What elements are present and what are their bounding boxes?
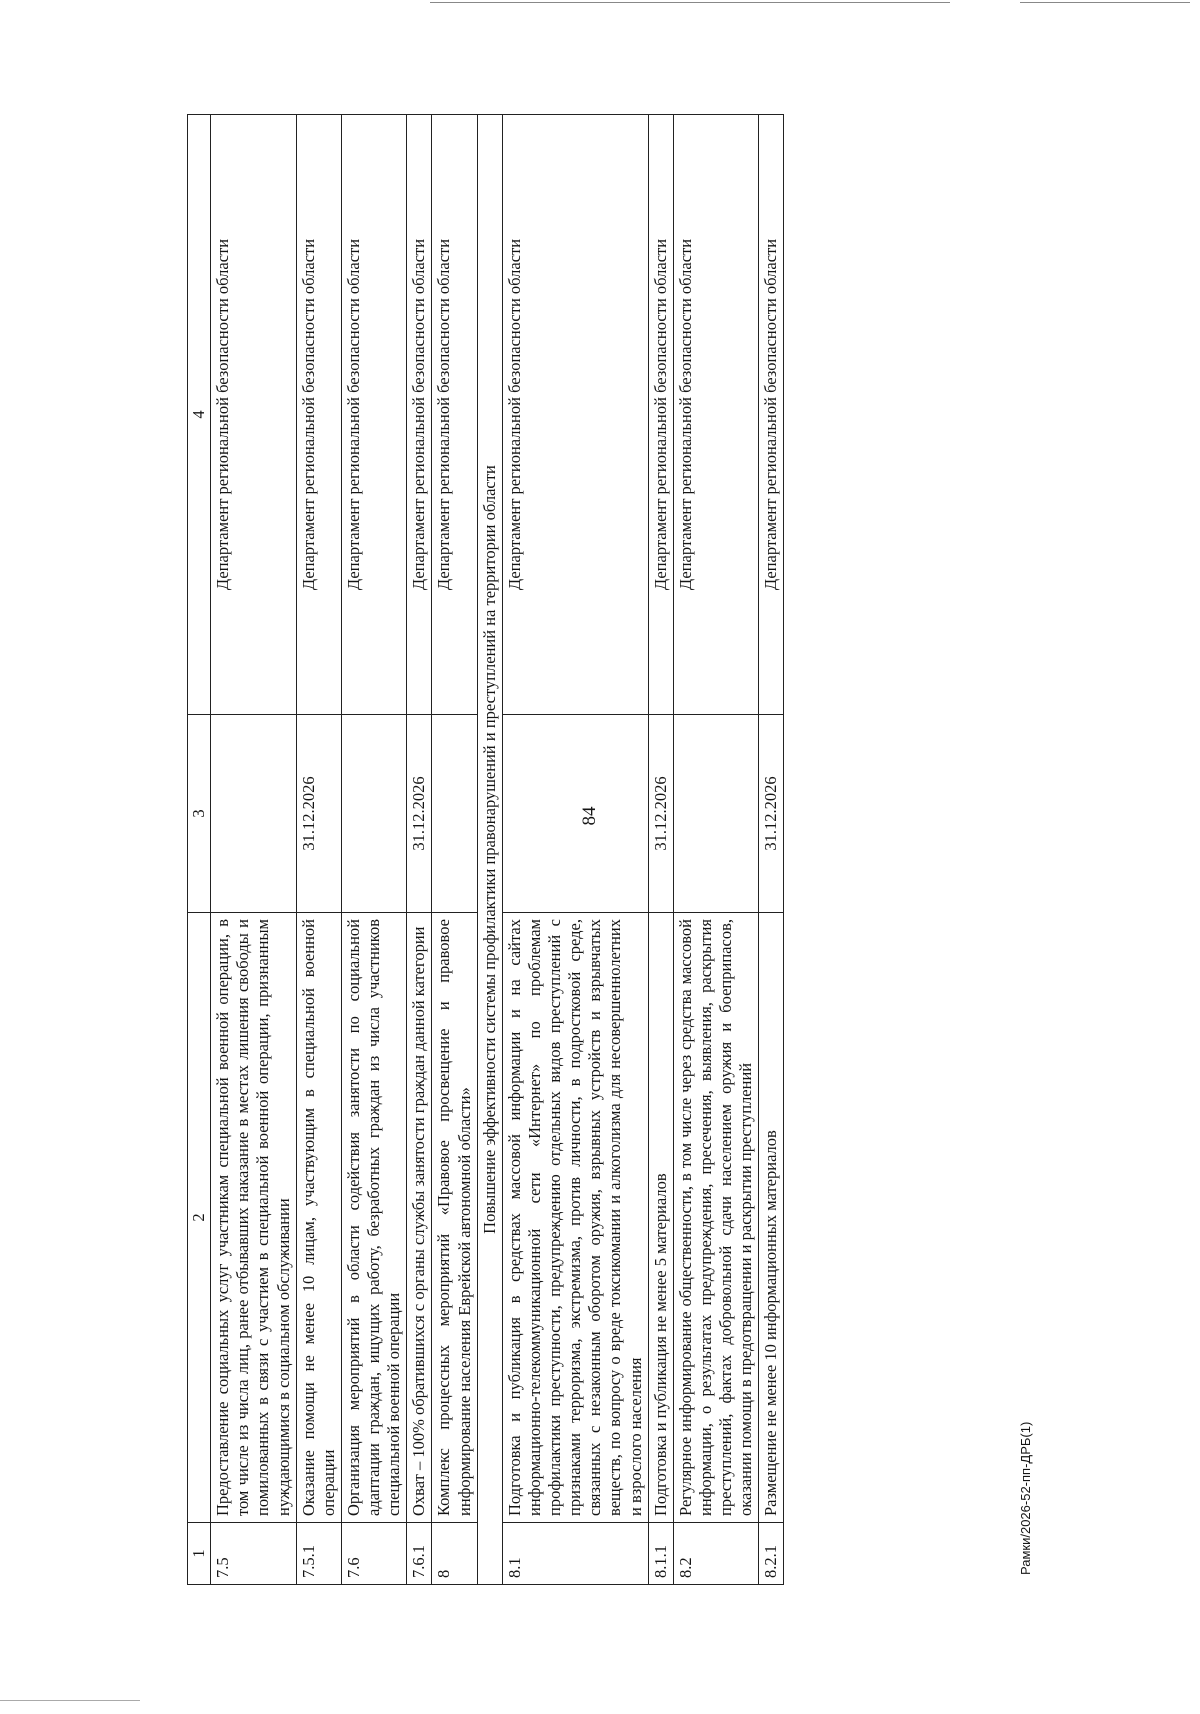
item-deadline bbox=[502, 715, 648, 913]
table-row bbox=[759, 115, 784, 1585]
item-description: Подготовка и публикация в средствах массовой информации и на сайтах информационно-телекоммуникационной сети «Интернет» по проблемам профилактики преступности, предупреждению отдельных видов преступлений с признаками терроризма, экстремизма, против личности, в подростковой среде, связанных с незаконным оборотом оружия, взрывных устройств и взрывчатых веществ, по вопросу о вреде токсикомании и алкоголизма для несовершеннолетних и взрослого населения bbox=[502, 913, 648, 1523]
rotated-table-wrapper bbox=[187, 115, 1087, 1585]
item-number: 8.2.1 bbox=[759, 1523, 784, 1585]
item-responsible: Департамент региональной безопасности области bbox=[673, 115, 759, 715]
table-row bbox=[673, 115, 759, 1585]
header-cell-4: 4 bbox=[188, 115, 211, 715]
item-number: 8.1.1 bbox=[648, 1523, 673, 1585]
page-number: 84 bbox=[579, 806, 600, 826]
table-row bbox=[407, 115, 432, 1585]
item-responsible: Департамент региональной безопасности области bbox=[502, 115, 648, 715]
item-deadline bbox=[432, 715, 477, 913]
item-description: Размещение не менее 10 информационных материалов bbox=[759, 913, 784, 1523]
table-row bbox=[648, 115, 673, 1585]
header-cell-3: 3 bbox=[188, 715, 211, 913]
footer-document-code: Рамки/2026-52-пп-ДРБ(1) bbox=[1018, 1421, 1033, 1575]
plan-table bbox=[187, 114, 784, 1585]
item-deadline: 31.12.2026 bbox=[648, 715, 673, 913]
item-responsible: Департамент региональной безопасности области bbox=[759, 115, 784, 715]
table-row bbox=[432, 115, 477, 1585]
table-row bbox=[211, 115, 297, 1585]
item-deadline: 31.12.2026 bbox=[296, 715, 341, 913]
item-description: Подготовка и публикация не менее 5 материалов bbox=[648, 913, 673, 1523]
section-heading: Повышение эффективности системы профилактики правонарушений и преступлений на территории области bbox=[477, 115, 502, 1585]
table-header-row bbox=[188, 115, 211, 1585]
item-deadline bbox=[673, 715, 759, 913]
item-description: Комплекс процессных мероприятий «Правовое просвещение и правовое информирование населения Еврейской автономной области» bbox=[432, 913, 477, 1523]
item-responsible: Департамент региональной безопасности области bbox=[407, 115, 432, 715]
item-number: 7.5 bbox=[211, 1523, 297, 1585]
item-responsible: Департамент региональной безопасности области bbox=[648, 115, 673, 715]
header-cell-2: 2 bbox=[188, 913, 211, 1523]
item-responsible: Департамент региональной безопасности области bbox=[432, 115, 477, 715]
item-responsible: Департамент региональной безопасности области bbox=[211, 115, 297, 715]
item-description: Организация мероприятий в области содействия занятости по социальной адаптации граждан, ищущих работу, безработных граждан из числа участников специальной военной операции bbox=[341, 913, 406, 1523]
table-row bbox=[502, 115, 648, 1585]
item-responsible: Департамент региональной безопасности области bbox=[341, 115, 406, 715]
item-deadline bbox=[211, 715, 297, 913]
item-number: 7.5.1 bbox=[296, 1523, 341, 1585]
scan-edge-line bbox=[1020, 2, 1190, 3]
item-number: 8 bbox=[432, 1523, 477, 1585]
scan-edge-line bbox=[430, 2, 950, 3]
item-description: Охват – 100% обратившихся с органы службы занятости граждан данной категории bbox=[407, 913, 432, 1523]
item-number: 8.1 bbox=[502, 1523, 648, 1585]
item-description: Предоставление социальных услуг участникам специальной военной операции, в том числе из числа лиц, ранее отбывавших наказание в местах лишения свободы и помилованных в связи с участием в специальной военной операции, признанным нуждающимися в социальном обслуживании bbox=[211, 913, 297, 1523]
table-row bbox=[341, 115, 406, 1585]
item-deadline bbox=[341, 715, 406, 913]
header-cell-1: 1 bbox=[188, 1523, 211, 1585]
item-responsible: Департамент региональной безопасности области bbox=[296, 115, 341, 715]
item-description: Регулярное информирование общественности, в том числе через средства массовой информации, о результатах предупреждения, пресечения, выявления, раскрытия преступлений, фактах добровольной сдачи населением оружия и боеприпасов, оказании помощи в предотвращении и раскрытии преступлений bbox=[673, 913, 759, 1523]
item-number: 7.6 bbox=[341, 1523, 406, 1585]
item-deadline: 31.12.2026 bbox=[407, 715, 432, 913]
scan-edge-line bbox=[0, 1700, 140, 1701]
item-deadline: 31.12.2026 bbox=[759, 715, 784, 913]
item-number: 8.2 bbox=[673, 1523, 759, 1585]
section-heading-row bbox=[477, 115, 502, 1585]
table-row bbox=[296, 115, 341, 1585]
item-description: Оказание помощи не менее 10 лицам, участвующим в специальной военной операции bbox=[296, 913, 341, 1523]
item-number: 7.6.1 bbox=[407, 1523, 432, 1585]
